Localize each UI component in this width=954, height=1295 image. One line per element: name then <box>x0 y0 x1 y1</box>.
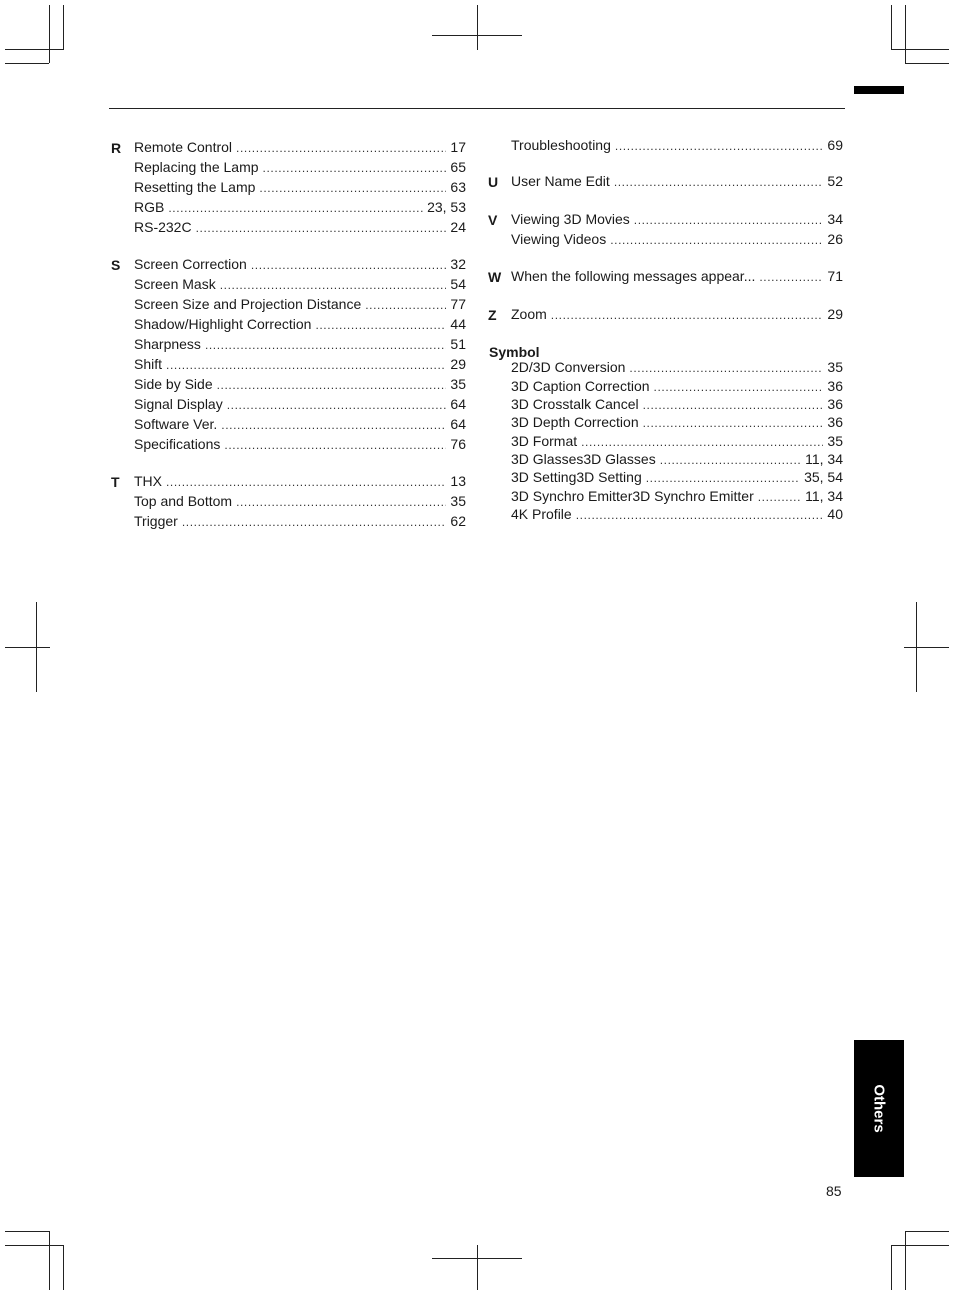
header-block <box>854 86 904 94</box>
index-letter-r: R <box>111 140 122 156</box>
index-entry: Remote Control ..... 17 <box>134 138 466 156</box>
index-letter-u: U <box>488 174 499 190</box>
index-entry: 3D Format ..... 35 <box>511 432 843 450</box>
index-entry: User Name Edit ..... 52 <box>511 172 843 190</box>
index-entry: When the following messages appear... ..... 71 <box>511 267 843 285</box>
index-entry: Shadow/Highlight Correction ..... 44 <box>134 315 466 333</box>
index-entry: Shift ..... 29 <box>134 355 466 373</box>
header-rule <box>109 108 845 109</box>
index-entry: Troubleshooting ..... 69 <box>511 136 843 154</box>
section-tab-label: Others <box>870 1084 888 1133</box>
index-entry: 3D Setting3D Setting ..... 35, 54 <box>511 468 843 486</box>
index-entry: 3D Glasses3D Glasses ..... 11, 34 <box>511 450 843 468</box>
index-entry: 4K Profile ..... 40 <box>511 505 843 523</box>
index-entry: 3D Caption Correction ..... 36 <box>511 377 843 395</box>
symbol-heading: Symbol <box>489 344 540 360</box>
index-entry: Software Ver. ..... 64 <box>134 415 466 433</box>
index-letter-v: V <box>488 212 498 228</box>
index-entry: Viewing 3D Movies ..... 34 <box>511 210 843 228</box>
index-entry: Top and Bottom ..... 35 <box>134 492 466 510</box>
index-entry: Viewing Videos ..... 26 <box>511 230 843 248</box>
index-entry: THX ..... 13 <box>134 472 466 490</box>
index-entry: Sharpness ..... 51 <box>134 335 466 353</box>
index-entry: Signal Display ..... 64 <box>134 395 466 413</box>
index-letter-t: T <box>111 474 120 490</box>
page-number: 85 <box>826 1183 842 1199</box>
index-entry: 3D Depth Correction ..... 36 <box>511 413 843 431</box>
index-entry: Screen Size and Projection Distance ..... 77 <box>134 295 466 313</box>
index-entry: Specifications ..... 76 <box>134 435 466 453</box>
index-entry: Screen Correction ..... 32 <box>134 255 466 273</box>
index-entry: Side by Side ..... 35 <box>134 375 466 393</box>
index-entry: 3D Crosstalk Cancel ..... 36 <box>511 395 843 413</box>
index-letter-w: W <box>488 269 502 285</box>
index-entry: Replacing the Lamp ..... 65 <box>134 158 466 176</box>
index-entry: RGB ..... 23, 53 <box>134 198 466 216</box>
index-letter-z: Z <box>488 307 497 323</box>
index-entry: RS-232C ..... 24 <box>134 218 466 236</box>
index-entry: 2D/3D Conversion ..... 35 <box>511 358 843 376</box>
index-entry: 3D Synchro Emitter3D Synchro Emitter ..... 11, 34 <box>511 487 843 505</box>
index-entry: Screen Mask ..... 54 <box>134 275 466 293</box>
index-entry: Zoom ..... 29 <box>511 305 843 323</box>
index-letter-s: S <box>111 257 121 273</box>
index-entry: Trigger ..... 62 <box>134 512 466 530</box>
section-tab-others <box>854 1040 904 1177</box>
index-entry: Resetting the Lamp ..... 63 <box>134 178 466 196</box>
